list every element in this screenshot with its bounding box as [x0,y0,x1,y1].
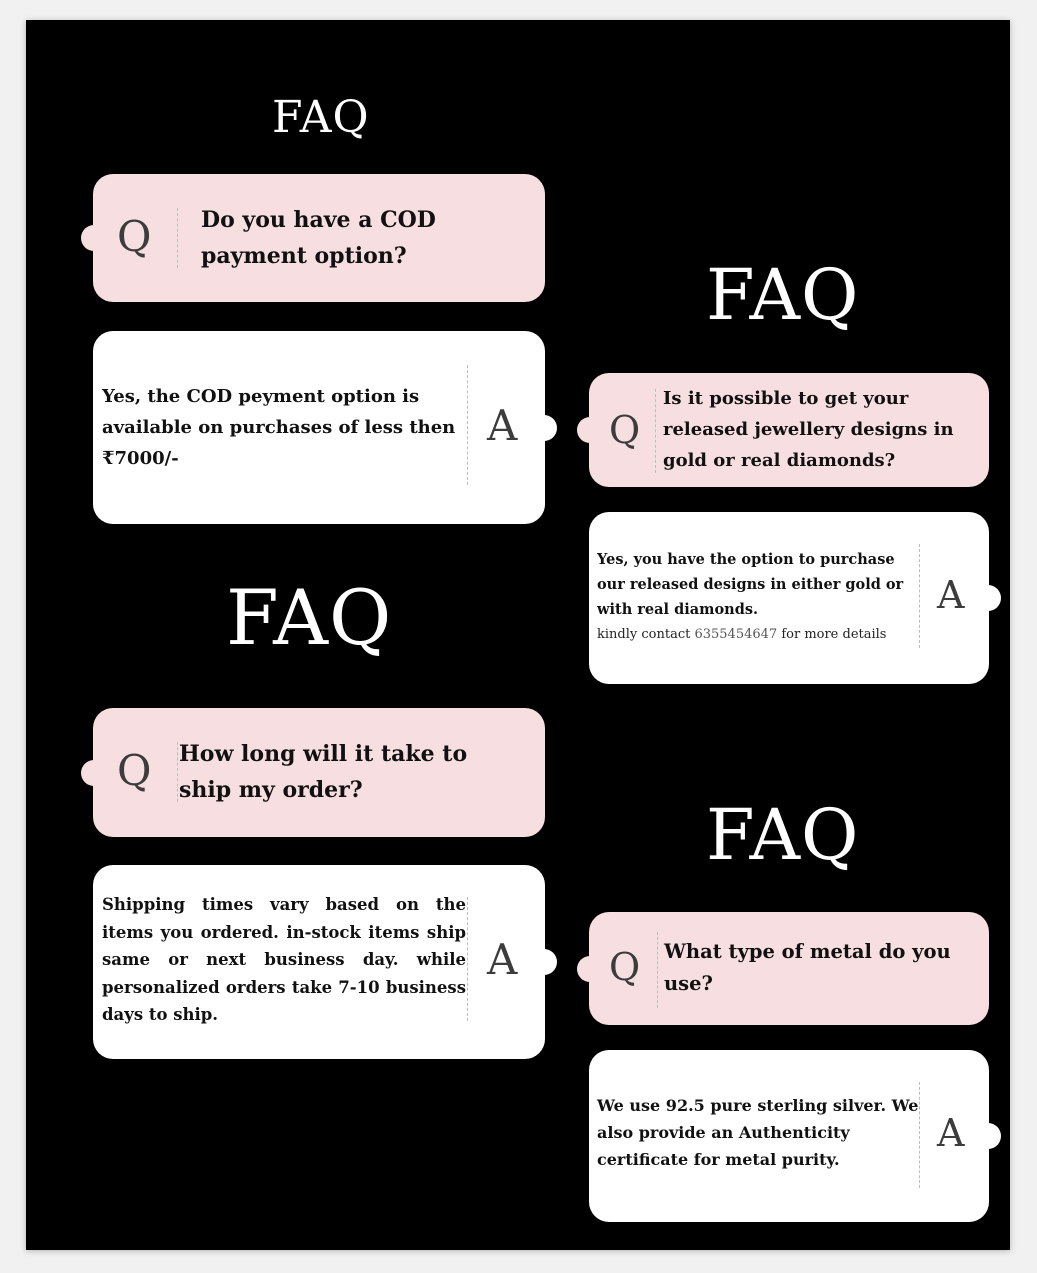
answer-bubble-metal [589,1050,989,1222]
question-bubble-shipping [93,708,545,837]
contact-prefix: kindly contact [597,627,691,642]
bubble-nub [577,956,603,982]
faq-page [26,20,1010,1250]
divider [655,389,656,473]
a-letter-icon: A [487,401,518,450]
question-text: Do you have a COD payment option? [201,207,436,269]
faq-heading-4: FAQ [706,794,860,876]
contact-line [597,622,923,647]
bubble-nub [531,415,557,441]
q-letter-icon: Q [609,408,641,452]
divider [467,365,468,485]
answer-text: We use 92.5 pure sterling silver. We also provide an Authenticity certificate for metal purity. [597,1096,919,1169]
answer-bubble-shipping [93,865,545,1059]
bubble-nub [577,417,603,443]
answer-text: Yes, the COD peyment option is available on purchases of less then ₹7000/- [102,386,456,469]
faq-heading-3: FAQ [226,573,393,662]
question-text: Is it possible to get your released jewellery designs in gold or real diamonds? [663,388,954,471]
divider [919,544,920,648]
bubble-nub [81,760,107,786]
answer-bubble-cod [93,331,545,524]
divider [177,742,178,802]
contact-suffix: for more details [781,627,887,642]
answer-bubble-gold-diamonds [589,512,989,684]
q-letter-icon: Q [117,746,152,795]
question-text: What type of metal do you use? [664,940,951,995]
bubble-nub [975,1123,1001,1149]
answer-text: Shipping times vary based on the items you ordered. in-stock items ship same or next business day. while personalized orders take 7-10 business days to ship. [102,895,466,1024]
contact-phone: 6355454647 [694,627,778,642]
q-letter-icon: Q [117,212,152,261]
a-letter-icon: A [937,1111,965,1155]
question-bubble-gold-diamonds [589,373,989,487]
divider [177,208,178,268]
a-letter-icon: A [937,573,965,617]
a-letter-icon: A [487,935,518,984]
bubble-nub [531,949,557,975]
q-letter-icon: Q [609,945,641,989]
divider [919,1082,920,1188]
answer-text [597,547,923,647]
divider [657,932,658,1008]
divider [467,897,468,1021]
question-bubble-cod [93,174,545,302]
question-bubble-metal [589,912,989,1025]
answer-main-text: Yes, you have the option to purchase our released designs in either gold or with real diamonds. [597,551,904,618]
bubble-nub [81,225,107,251]
bubble-nub [975,585,1001,611]
question-text: How long will it take to ship my order? [179,741,468,803]
faq-heading-2: FAQ [706,254,860,336]
faq-heading-1: FAQ [272,92,370,143]
